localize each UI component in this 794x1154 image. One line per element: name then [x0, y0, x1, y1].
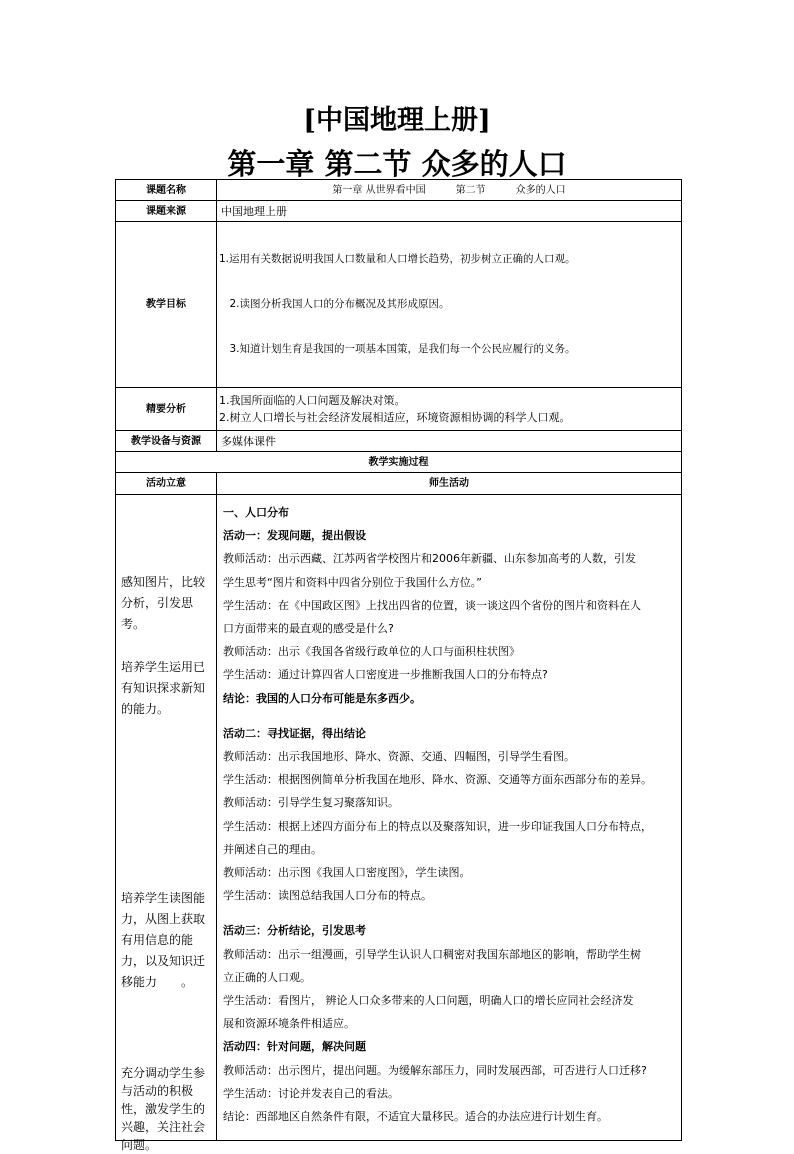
goals-label: 教学目标: [116, 222, 217, 388]
process-header-row: [116, 473, 682, 495]
activity-line: 展和资源环境条件相适应。: [223, 1017, 355, 1031]
activity-3-title: 活动三：分析结论，引发思考: [223, 924, 366, 938]
goal-1: 1.运用有关数据说明我国人口数量和人口增长趋势，初步树立正确的人口观。: [219, 253, 576, 265]
analysis-row: [116, 388, 682, 431]
activity-line: 并阐述自己的理由。: [223, 842, 322, 856]
section-heading: 一、人口分布: [223, 506, 289, 519]
purpose-note-1: 感知图片，比较分析，引发思考。: [121, 575, 206, 631]
analysis-1: 1.我国所面临的人口问题及解决对策。: [219, 394, 406, 407]
activity-line: 教师活动：引导学生复习聚落知识。: [223, 796, 399, 810]
purpose-note-2: 培养学生运用已有知识探求新知的能力。: [121, 660, 206, 716]
equipment-row: [116, 431, 682, 452]
course-name-row: [116, 180, 682, 201]
analysis-label: 精要分析: [116, 388, 217, 431]
source-label: 课题来源: [116, 201, 217, 222]
analysis-2: 2.树立人口增长与社会经济发展相适应，环境资源相协调的科学人口观。: [219, 411, 571, 424]
activity-line: 学生活动：在《中国政区图》上找出四省的位置，谈一谈这四个省份的图片和资料在人: [223, 598, 641, 612]
activity-line: 学生活动：通过计算四省人口密度进一步推断我国人口的分布特点?: [223, 668, 548, 682]
process-body-row: [116, 495, 682, 1141]
activity-4-title: 活动四：针对问题，解决问题: [223, 1040, 366, 1054]
source-row: [116, 201, 682, 222]
equipment-value: 多媒体课件: [217, 431, 682, 452]
activity-line: 口方面带来的最直观的感受是什么?: [223, 622, 394, 636]
conclusion-2: 结论：西部地区自然条件有限，不适宜大量移民。适合的办法应进行计划生育。: [223, 1110, 608, 1124]
document-title: [中国地理上册]: [303, 105, 491, 136]
activity-line: 教师活动：出示西藏、江苏两省学校图片和2006年新疆、山东参加高考的人数，引发: [223, 552, 636, 566]
activity-line: 学生活动：看图片， 辨论人口众多带来的人口问题，明确人口的增长应同社会经济发: [223, 994, 634, 1008]
activity-line: 教师活动：出示图《我国人口密度图》，学生读图。: [223, 866, 471, 880]
activity-line: 学生思考“图片和资料中四省分别位于我国什么方位。”: [223, 575, 482, 589]
lesson-title: 第一章 第二节 众多的人口: [227, 147, 567, 181]
activity-line: 教师活动：出示《我国各省级行政单位的人口与面积柱状图》: [223, 645, 520, 659]
goals-row: [116, 222, 682, 388]
activity-line: 教师活动：出示一组漫画，引导学生认识人口稠密对我国东部地区的影响，帮助学生树: [223, 947, 641, 961]
activity-line: 学生活动：根据图例简单分析我国在地形、降水、资源、交通等方面东西部分布的差异。: [223, 773, 652, 787]
source-value: 中国地理上册: [217, 201, 682, 222]
goal-2: 2.读图分析我国人口的分布概况及其形成原因。: [219, 298, 450, 310]
course-name-value: 第一章 从世界看中国 第二节 众多的人口: [217, 180, 682, 201]
purpose-column: [116, 495, 217, 1152]
activity-column: [217, 495, 682, 1141]
activity-line: 立正确的人口观。: [223, 970, 311, 984]
goals-cell: [217, 222, 682, 388]
col-activity-header: 师生活动: [217, 473, 682, 495]
activity-line: 学生活动：根据上述四方面分布上的特点以及聚落知识，进一步印证我国人口分布特点，: [223, 819, 652, 833]
activity-line: 学生活动：讨论并发表自己的看法。: [223, 1086, 399, 1100]
course-name-label: 课题名称: [116, 180, 217, 201]
goal-3: 3.知道计划生育是我国的一项基本国策，是我们每一个公民应履行的义务。: [219, 343, 576, 355]
purpose-note-4: 充分调动学生参与活动的积极性，激发学生的兴趣，关注社会问题。: [121, 1066, 206, 1152]
col-purpose-header: 活动立意: [116, 473, 217, 495]
activity-2-title: 活动二：寻找证据，得出结论: [223, 726, 366, 740]
activity-line: 学生活动：读图总结我国人口分布的特点。: [223, 889, 432, 903]
analysis-cell: [217, 388, 682, 431]
process-section-title: 教学实施过程: [116, 452, 682, 473]
activity-1-title: 活动一：发现问题，提出假设: [223, 529, 366, 543]
process-title-row: [116, 452, 682, 473]
equipment-label: 教学设备与资源: [116, 431, 217, 452]
activity-line: 教师活动：出示图片，提出问题。为缓解东部压力，同时发展西部，可否进行人口迁移?: [223, 1063, 647, 1077]
lesson-plan-table: [115, 179, 682, 1152]
purpose-note-3: 培养学生读图能力，从图上获取有用信息的能力，以及知识迁移能力 。: [121, 891, 206, 989]
conclusion-1: 结论：我国的人口分布可能是东多西少。: [223, 691, 421, 705]
activity-line: 教师活动：出示我国地形、降水、资源、交通、四幅图，引导学生看图。: [223, 750, 575, 764]
